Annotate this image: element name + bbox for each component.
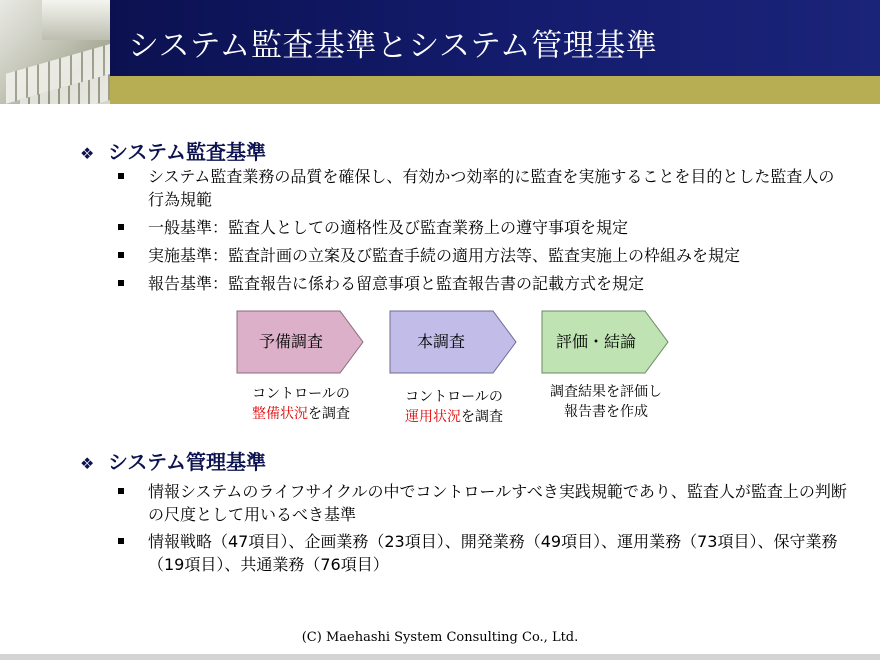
process-caption-main — [379, 387, 529, 427]
list-item — [118, 480, 848, 526]
caption-line-2 — [226, 404, 376, 424]
list-item-text: システム監査業務の品質を確保し、有効かつ効率的に監査を実施することを目的とした監査人の行為規範 — [148, 167, 835, 209]
caption-line: コントロールの — [405, 389, 503, 405]
list-item — [118, 244, 848, 267]
list-item — [118, 530, 848, 576]
caption-tail: を調査 — [308, 406, 350, 422]
bottom-divider — [0, 654, 880, 660]
copyright-footer: (C) Maehashi System Consulting Co., Ltd. — [301, 630, 579, 645]
monitor-graphic — [42, 0, 110, 40]
process-caption-preliminary — [226, 384, 376, 424]
section-heading-text: システム管理基準 — [108, 450, 266, 474]
caption-tail: を調査 — [461, 409, 503, 425]
list-item-text: 情報システムのライフサイクルの中でコントロールすべき実践規範であり、監査人が監査上の判断の尺度として用いるべき基準 — [148, 482, 847, 524]
section-heading-management — [80, 446, 266, 475]
list-item — [118, 272, 848, 295]
process-step-main — [389, 310, 517, 374]
square-bullet-icon — [118, 252, 124, 258]
caption-highlight: 運用状況 — [405, 409, 461, 425]
list-item — [118, 165, 848, 211]
square-bullet-icon — [118, 488, 124, 494]
process-caption-evaluation — [531, 382, 681, 422]
caption-highlight: 整備状況 — [252, 406, 308, 422]
section-heading-text: システム監査基準 — [108, 140, 266, 164]
section-heading-audit — [80, 136, 266, 165]
list-item-text: 一般基準：監査人としての適格性及び監査業務上の遵守事項を規定 — [148, 218, 629, 237]
list-item-text: 報告基準：監査報告に係わる留意事項と監査報告書の記載方式を規定 — [148, 274, 645, 293]
process-step-evaluation — [541, 310, 669, 374]
list-item-text: 情報戦略（47項目）、企画業務（23項目）、開発業務（49項目）、運用業務（73項目）、保守業務（19項目）、共通業務（76項目） — [148, 532, 838, 574]
process-step-label: 予備調査 — [258, 332, 323, 351]
caption-line: 調査結果を評価し — [550, 384, 662, 400]
caption-line-2 — [531, 402, 681, 422]
process-step-preliminary — [236, 310, 364, 374]
accent-band — [110, 76, 880, 104]
process-step-label: 本調査 — [416, 332, 465, 351]
square-bullet-icon — [118, 173, 124, 179]
square-bullet-icon — [118, 538, 124, 544]
square-bullet-icon — [118, 224, 124, 230]
slide-title: システム監査基準とシステム管理基準 — [128, 28, 658, 64]
four-diamond-icon: ❖ — [80, 454, 95, 473]
header-photo — [0, 0, 110, 104]
process-step-label: 評価・結論 — [555, 332, 636, 351]
square-bullet-icon — [118, 280, 124, 286]
caption-tail: 報告書を作成 — [564, 404, 648, 420]
four-diamond-icon: ❖ — [80, 144, 95, 163]
list-item — [118, 216, 848, 239]
caption-line: コントロールの — [252, 386, 350, 402]
list-item-text: 実施基準：監査計画の立案及び監査手続の適用方法等、監査実施上の枠組みを規定 — [148, 246, 741, 265]
caption-line-2 — [379, 407, 529, 427]
